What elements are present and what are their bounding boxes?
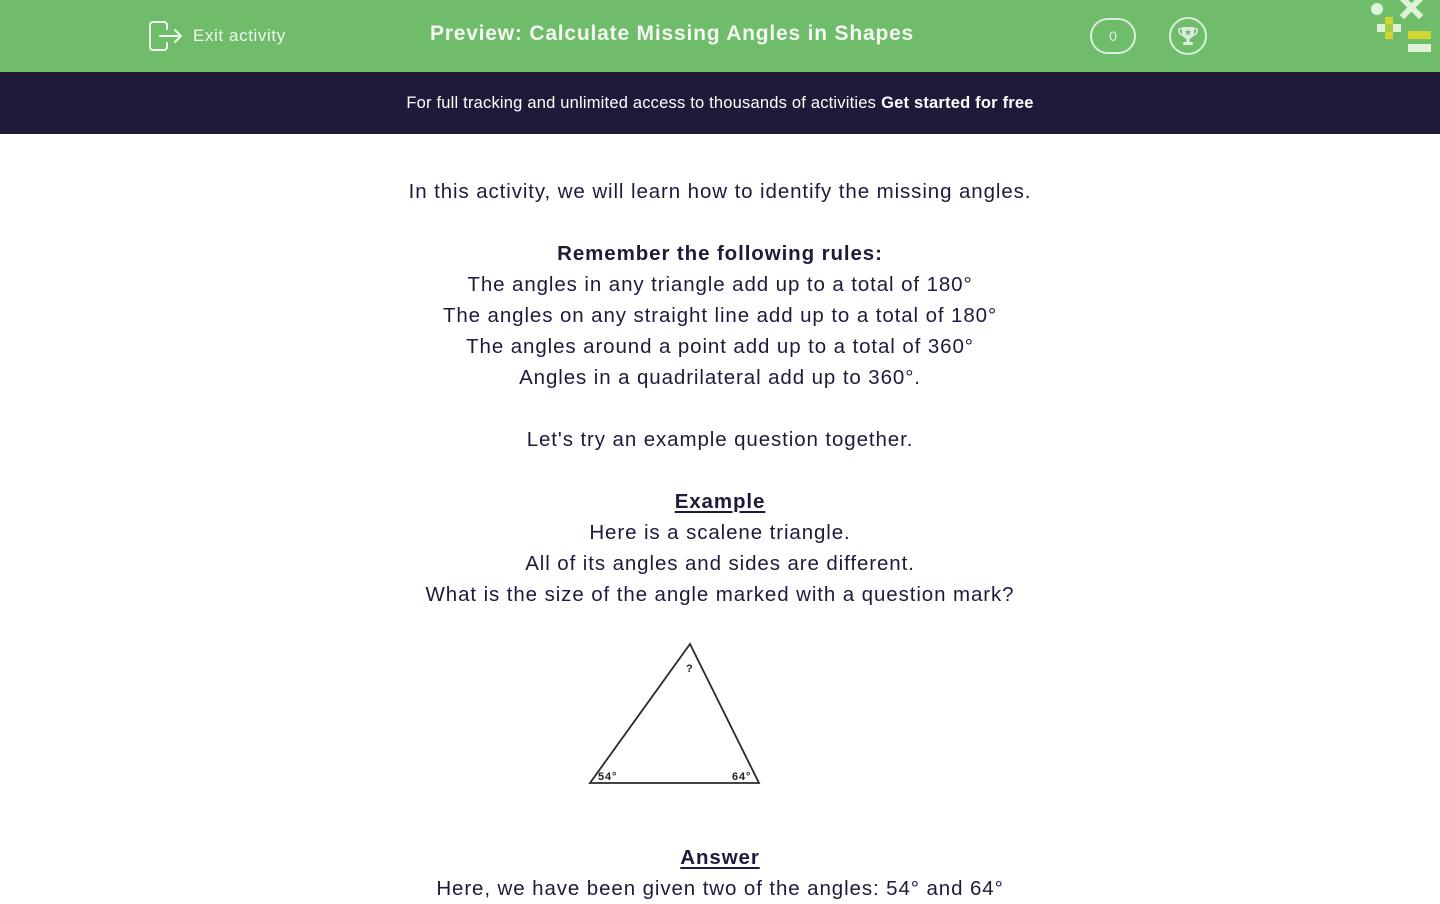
rule-item: The angles in any triangle add up to a total of 180°	[467, 273, 973, 296]
rules-heading: Remember the following rules:	[557, 242, 883, 265]
example-line: All of its angles and sides are different.	[525, 552, 915, 575]
math-symbols-logo	[1365, 0, 1440, 56]
rule-item: The angles around a point add up to a total of 360°	[466, 335, 974, 358]
top-bar	[0, 0, 1440, 72]
page-title: Preview: Calculate Missing Angles in Shapes	[429, 22, 915, 45]
score-badge	[1090, 18, 1136, 54]
trophy-icon	[1177, 25, 1199, 47]
trophy-button[interactable]	[1169, 17, 1207, 55]
top-angle-label: ?	[686, 663, 694, 675]
rule-item: Angles in a quadrilateral add up to 360°.	[519, 366, 921, 389]
scalene-triangle-diagram	[588, 640, 764, 785]
example-line: What is the size of the angle marked with a question mark?	[425, 583, 1015, 606]
score-value: 0	[1109, 28, 1117, 44]
answer-line: Here, we have been given two of the angles: 54° and 64°	[436, 877, 1004, 900]
exit-activity-label: Exit activity	[193, 26, 286, 45]
right-angle-label: 64°	[732, 771, 752, 783]
left-angle-label: 54°	[598, 771, 618, 783]
signup-banner	[0, 72, 1440, 134]
banner-text: For full tracking and unlimited access to thousands of activities	[406, 93, 877, 112]
example-heading: Example	[674, 490, 766, 513]
triangle-figure	[0, 610, 1440, 842]
intro-text: In this activity, we will learn how to identify the missing angles.	[408, 180, 1032, 203]
get-started-link[interactable]: Get started for free	[881, 93, 1034, 112]
try-example-text: Let's try an example question together.	[526, 428, 914, 451]
activity-content	[0, 176, 1440, 904]
example-line: Here is a scalene triangle.	[589, 521, 851, 544]
rule-item: The angles on any straight line add up to a total of 180°	[442, 304, 998, 327]
answer-heading: Answer	[680, 846, 760, 869]
